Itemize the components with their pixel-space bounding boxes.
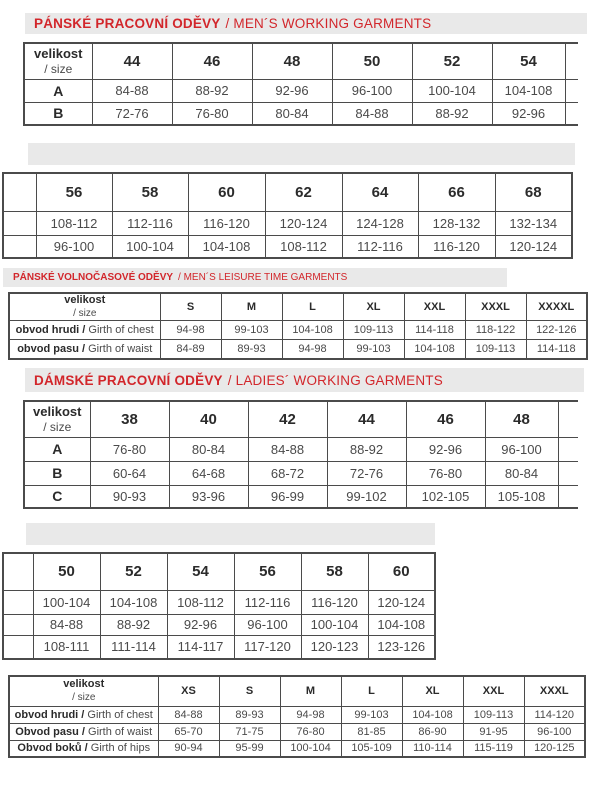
clipped-cell	[558, 437, 578, 461]
size-corner-cell	[9, 293, 160, 321]
corner-label-plain: / size	[43, 419, 72, 434]
size-column-header: 54	[492, 43, 565, 79]
size-column-header: XXXL	[524, 676, 585, 706]
size-range-cell: 132-134	[495, 211, 572, 235]
row-label-bold: obvod hrudi /	[15, 324, 89, 337]
size-range-cell: 120-124	[265, 211, 342, 235]
size-range-cell: 108-112	[167, 590, 234, 614]
size-data-row	[24, 461, 578, 485]
size-data-row	[9, 740, 585, 757]
size-range-cell: 96-100	[332, 79, 412, 102]
size-header-row	[3, 173, 572, 211]
size-data-row	[3, 590, 435, 614]
size-header-row	[24, 43, 578, 79]
size-range-cell: 105-108	[485, 485, 558, 508]
ladies-leisure-sizes-table	[8, 675, 586, 758]
size-range-cell: 71-75	[219, 723, 280, 740]
size-range-cell: 93-96	[169, 485, 248, 508]
size-range-cell: 123-126	[368, 635, 435, 659]
size-range-cell: 120-125	[524, 740, 585, 757]
size-range-cell: 114-118	[526, 340, 587, 359]
size-range-cell: 84-88	[332, 102, 412, 125]
size-column-header: 44	[92, 43, 172, 79]
size-range-cell: 88-92	[172, 79, 252, 102]
size-range-cell: 92-96	[167, 614, 234, 635]
ladies-working-50-60-table	[2, 552, 436, 660]
size-range-cell: 108-111	[33, 635, 100, 659]
size-range-cell: 90-94	[158, 740, 219, 757]
size-range-cell: 118-122	[465, 321, 526, 340]
mens-leisure-table	[8, 292, 588, 360]
size-column-header: 64	[342, 173, 418, 211]
size-column-header: XXXXL	[526, 293, 587, 321]
size-data-row	[24, 102, 578, 125]
mens-working-sizes-table-44-54	[23, 42, 578, 126]
clipped-cell	[558, 485, 578, 508]
size-data-row	[9, 706, 585, 723]
size-column-header: L	[341, 676, 402, 706]
size-range-cell: 120-123	[301, 635, 368, 659]
size-range-cell: 94-98	[160, 321, 221, 340]
size-column-header: 66	[418, 173, 495, 211]
size-range-cell: 117-120	[234, 635, 301, 659]
size-column-header: M	[221, 293, 282, 321]
row-label-plain: Girth of waist	[88, 725, 153, 738]
size-range-cell: 100-104	[412, 79, 492, 102]
size-range-cell: 96-100	[234, 614, 301, 635]
size-range-cell: 65-70	[158, 723, 219, 740]
size-range-cell: 100-104	[280, 740, 341, 757]
clipped-cell	[3, 635, 33, 659]
size-column-header: 56	[36, 173, 112, 211]
mens-working-sizes-table-56-68	[2, 172, 573, 259]
size-range-cell: 116-120	[301, 590, 368, 614]
size-range-cell: 99-103	[221, 321, 282, 340]
size-range-cell: 111-114	[100, 635, 167, 659]
size-column-header: 40	[169, 401, 248, 437]
row-label-bold: obvod pasu /	[17, 343, 89, 355]
size-range-cell: 100-104	[301, 614, 368, 635]
size-range-cell: 68-72	[248, 461, 327, 485]
corner-label-bold: velikost	[63, 678, 105, 691]
corner-label-plain: / size	[72, 691, 96, 703]
size-range-cell: 99-103	[343, 340, 404, 359]
clipped-column-header	[3, 173, 36, 211]
size-range-cell: 115-119	[463, 740, 524, 757]
row-label-cell	[9, 321, 160, 340]
size-range-cell: 84-88	[248, 437, 327, 461]
ladies-working-sizes-table-38-48	[23, 400, 578, 509]
section-title-mens-working	[25, 13, 587, 34]
size-column-header: 68	[495, 173, 572, 211]
row-label-bold: Obvod pasu /	[15, 725, 89, 738]
size-range-cell: 72-76	[92, 102, 172, 125]
size-range-cell: 104-108	[100, 590, 167, 614]
clipped-cell	[3, 211, 36, 235]
size-range-cell: 112-116	[112, 211, 188, 235]
size-range-cell: 104-108	[404, 340, 465, 359]
size-column-header: S	[160, 293, 221, 321]
size-range-cell: 124-128	[342, 211, 418, 235]
size-range-cell: 116-120	[418, 235, 495, 258]
divider-band-ladies	[26, 523, 435, 545]
size-column-header: 52	[412, 43, 492, 79]
row-label-plain: Girth of chest	[88, 324, 154, 337]
size-range-cell: 92-96	[492, 102, 565, 125]
size-range-cell: 80-84	[169, 437, 248, 461]
size-range-cell: 112-116	[342, 235, 418, 258]
mens-working-56-68-table	[2, 172, 573, 259]
size-column-header: 58	[301, 553, 368, 590]
size-range-cell: 100-104	[112, 235, 188, 258]
size-range-cell: 91-95	[463, 723, 524, 740]
corner-label-bold: velikost	[34, 46, 83, 62]
size-range-cell: 109-113	[463, 706, 524, 723]
size-range-cell: 76-80	[90, 437, 169, 461]
size-column-header: XXL	[463, 676, 524, 706]
section-title-mens-leisure	[3, 268, 507, 287]
row-label-cell	[9, 740, 158, 757]
mens-working-44-54-table	[23, 42, 578, 126]
size-range-cell: 80-84	[485, 461, 558, 485]
size-column-header: 56	[234, 553, 301, 590]
size-range-cell: 96-99	[248, 485, 327, 508]
row-label-cell: A	[24, 79, 92, 102]
size-data-row	[3, 635, 435, 659]
size-column-header: 48	[485, 401, 558, 437]
size-range-cell: 86-90	[402, 723, 463, 740]
section-title-ladies-working	[25, 368, 584, 392]
size-header-row	[24, 401, 578, 437]
size-range-cell: 102-105	[406, 485, 485, 508]
size-range-cell: 112-116	[234, 590, 301, 614]
ladies-working-sizes-table-50-60	[2, 552, 436, 660]
size-range-cell: 105-109	[341, 740, 402, 757]
section-title-english: / MEN´S WORKING GARMENTS	[225, 16, 432, 31]
size-range-cell: 94-98	[282, 340, 343, 359]
size-range-cell: 89-93	[221, 340, 282, 359]
size-data-row	[24, 485, 578, 508]
row-label-bold: Obvod boků /	[17, 742, 91, 755]
size-range-cell: 76-80	[406, 461, 485, 485]
size-range-cell: 109-113	[343, 321, 404, 340]
size-range-cell: 94-98	[280, 706, 341, 723]
size-column-header: S	[219, 676, 280, 706]
size-range-cell: 76-80	[172, 102, 252, 125]
size-header-row	[9, 676, 585, 706]
size-range-cell: 108-112	[265, 235, 342, 258]
clipped-column-header	[565, 43, 578, 79]
size-range-cell: 104-108	[368, 614, 435, 635]
size-range-cell: 84-88	[33, 614, 100, 635]
size-range-cell: 108-112	[36, 211, 112, 235]
section-title-czech: PÁNSKÉ PRACOVNÍ ODĚVY	[34, 16, 221, 31]
size-corner-cell	[24, 43, 92, 79]
size-data-row	[3, 614, 435, 635]
size-column-header: 48	[252, 43, 332, 79]
clipped-cell	[565, 79, 578, 102]
size-range-cell: 120-124	[368, 590, 435, 614]
section-title-czech: PÁNSKÉ VOLNOČASOVÉ ODĚVY	[13, 272, 174, 283]
size-data-row	[9, 321, 587, 340]
size-range-cell: 90-93	[90, 485, 169, 508]
size-range-cell: 84-88	[92, 79, 172, 102]
clipped-column-header	[558, 401, 578, 437]
size-range-cell: 116-120	[188, 211, 265, 235]
size-column-header: 42	[248, 401, 327, 437]
row-label-plain: Girth of waist	[88, 343, 153, 355]
corner-label-plain: / size	[44, 61, 73, 76]
size-column-header: 52	[100, 553, 167, 590]
size-range-cell: 104-108	[188, 235, 265, 258]
size-range-cell: 81-85	[341, 723, 402, 740]
size-range-cell: 99-102	[327, 485, 406, 508]
size-range-cell: 84-88	[158, 706, 219, 723]
size-range-cell: 96-100	[524, 723, 585, 740]
row-label-cell: B	[24, 461, 90, 485]
size-range-cell: 72-76	[327, 461, 406, 485]
row-label-cell: B	[24, 102, 92, 125]
size-column-header: M	[280, 676, 341, 706]
size-range-cell: 92-96	[252, 79, 332, 102]
size-range-cell: 96-100	[485, 437, 558, 461]
mens-leisure-sizes-table	[8, 292, 588, 360]
row-label-cell	[9, 723, 158, 740]
size-range-cell: 92-96	[406, 437, 485, 461]
size-column-header: 62	[265, 173, 342, 211]
size-range-cell: 122-126	[526, 321, 587, 340]
size-data-row	[3, 235, 572, 258]
section-title-english: / LADIES´ WORKING GARMENTS	[227, 372, 443, 388]
size-range-cell: 88-92	[100, 614, 167, 635]
size-range-cell: 114-120	[524, 706, 585, 723]
size-header-row	[3, 553, 435, 590]
size-range-cell: 96-100	[36, 235, 112, 258]
clipped-cell	[558, 461, 578, 485]
size-column-header: XL	[343, 293, 404, 321]
size-data-row	[24, 79, 578, 102]
size-range-cell: 110-114	[402, 740, 463, 757]
size-column-header: 46	[406, 401, 485, 437]
section-title-english: / MEN´S LEISURE TIME GARMENTS	[178, 272, 348, 283]
size-range-cell: 99-103	[341, 706, 402, 723]
size-data-row	[24, 437, 578, 461]
size-range-cell: 109-113	[465, 340, 526, 359]
size-column-header: 54	[167, 553, 234, 590]
clipped-cell	[3, 235, 36, 258]
size-range-cell: 114-118	[404, 321, 465, 340]
size-range-cell: 88-92	[327, 437, 406, 461]
size-column-header: 60	[188, 173, 265, 211]
clipped-cell	[3, 614, 33, 635]
size-range-cell: 84-89	[160, 340, 221, 359]
size-column-header: XS	[158, 676, 219, 706]
row-label-cell	[9, 340, 160, 359]
corner-label-plain: / size	[73, 307, 97, 319]
size-range-cell: 114-117	[167, 635, 234, 659]
clipped-cell	[3, 590, 33, 614]
section-title-czech: DÁMSKÉ PRACOVNÍ ODĚVY	[34, 372, 223, 388]
size-range-cell: 120-124	[495, 235, 572, 258]
size-column-header: 46	[172, 43, 252, 79]
size-range-cell: 104-108	[402, 706, 463, 723]
size-header-row	[9, 293, 587, 321]
corner-label-bold: velikost	[64, 294, 106, 306]
ladies-leisure-table	[8, 675, 586, 758]
size-column-header: 58	[112, 173, 188, 211]
size-column-header: XL	[402, 676, 463, 706]
clipped-cell	[565, 102, 578, 125]
size-range-cell: 88-92	[412, 102, 492, 125]
divider-band-mens	[28, 143, 575, 165]
size-range-cell: 89-93	[219, 706, 280, 723]
corner-label-bold: velikost	[33, 404, 82, 420]
row-label-cell: C	[24, 485, 90, 508]
size-data-row	[9, 340, 587, 359]
size-column-header: 38	[90, 401, 169, 437]
clipped-column-header	[3, 553, 33, 590]
size-corner-cell	[9, 676, 158, 706]
row-label-plain: Girth of hips	[90, 742, 151, 755]
row-label-plain: Girth of chest	[87, 708, 153, 721]
row-label-bold: obvod hrudi /	[14, 708, 88, 721]
size-range-cell: 60-64	[90, 461, 169, 485]
size-column-header: 44	[327, 401, 406, 437]
size-column-header: 50	[33, 553, 100, 590]
size-data-row	[3, 211, 572, 235]
row-label-cell: A	[24, 437, 90, 461]
size-column-header: L	[282, 293, 343, 321]
size-range-cell: 80-84	[252, 102, 332, 125]
size-data-row	[9, 723, 585, 740]
size-column-header: 60	[368, 553, 435, 590]
size-range-cell: 76-80	[280, 723, 341, 740]
size-column-header: XXXL	[465, 293, 526, 321]
size-column-header: XXL	[404, 293, 465, 321]
size-range-cell: 64-68	[169, 461, 248, 485]
size-range-cell: 95-99	[219, 740, 280, 757]
size-corner-cell	[24, 401, 90, 437]
size-range-cell: 128-132	[418, 211, 495, 235]
row-label-cell	[9, 706, 158, 723]
size-range-cell: 104-108	[282, 321, 343, 340]
ladies-working-38-48-table	[23, 400, 578, 509]
size-range-cell: 104-108	[492, 79, 565, 102]
size-column-header: 50	[332, 43, 412, 79]
size-range-cell: 100-104	[33, 590, 100, 614]
